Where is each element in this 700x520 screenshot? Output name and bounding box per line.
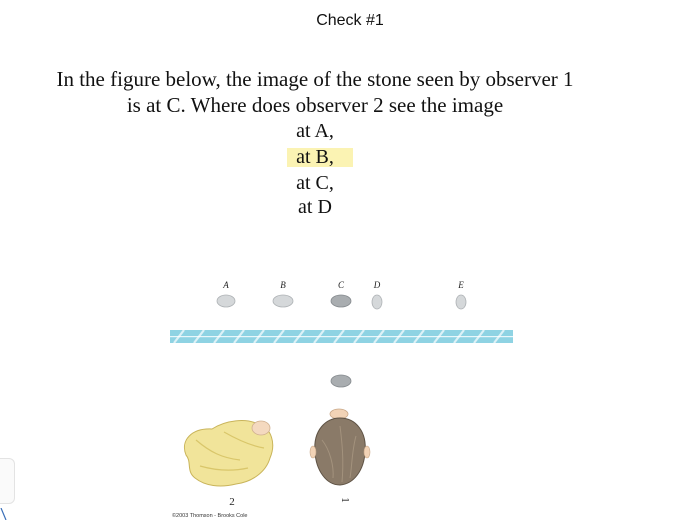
stone [331,375,351,387]
stone-image-e [456,295,466,309]
observer-2-label: 2 [229,496,235,508]
resize-corner-icon [0,508,8,520]
stone-image-d [372,295,382,309]
observer-1-label: 1 [339,497,351,503]
observer-2-head [184,421,272,486]
slide-title: Check #1 [316,12,384,29]
side-panel-handle[interactable] [0,458,15,504]
stone-image-c [331,295,351,307]
question-line-2: is at C. Where does observer 2 see the image [126,93,504,117]
label-e: E [458,280,464,290]
option-c: at C, [296,172,334,194]
stone-image-a [217,295,235,307]
option-d: at D [298,196,332,218]
label-a: A [223,280,229,290]
stone-image-b [273,295,293,307]
option-a: at A, [296,120,334,142]
label-d: D [373,280,381,290]
option-b: at B, [296,146,334,168]
label-b: B [280,280,286,290]
question-line-1: In the figure below, the image of the stone seen by observer 1 [56,67,574,91]
observer-1-head [310,409,370,485]
label-c: C [337,280,345,290]
copyright-notice: ©2003 Thomson - Brooks Cole [172,513,248,519]
